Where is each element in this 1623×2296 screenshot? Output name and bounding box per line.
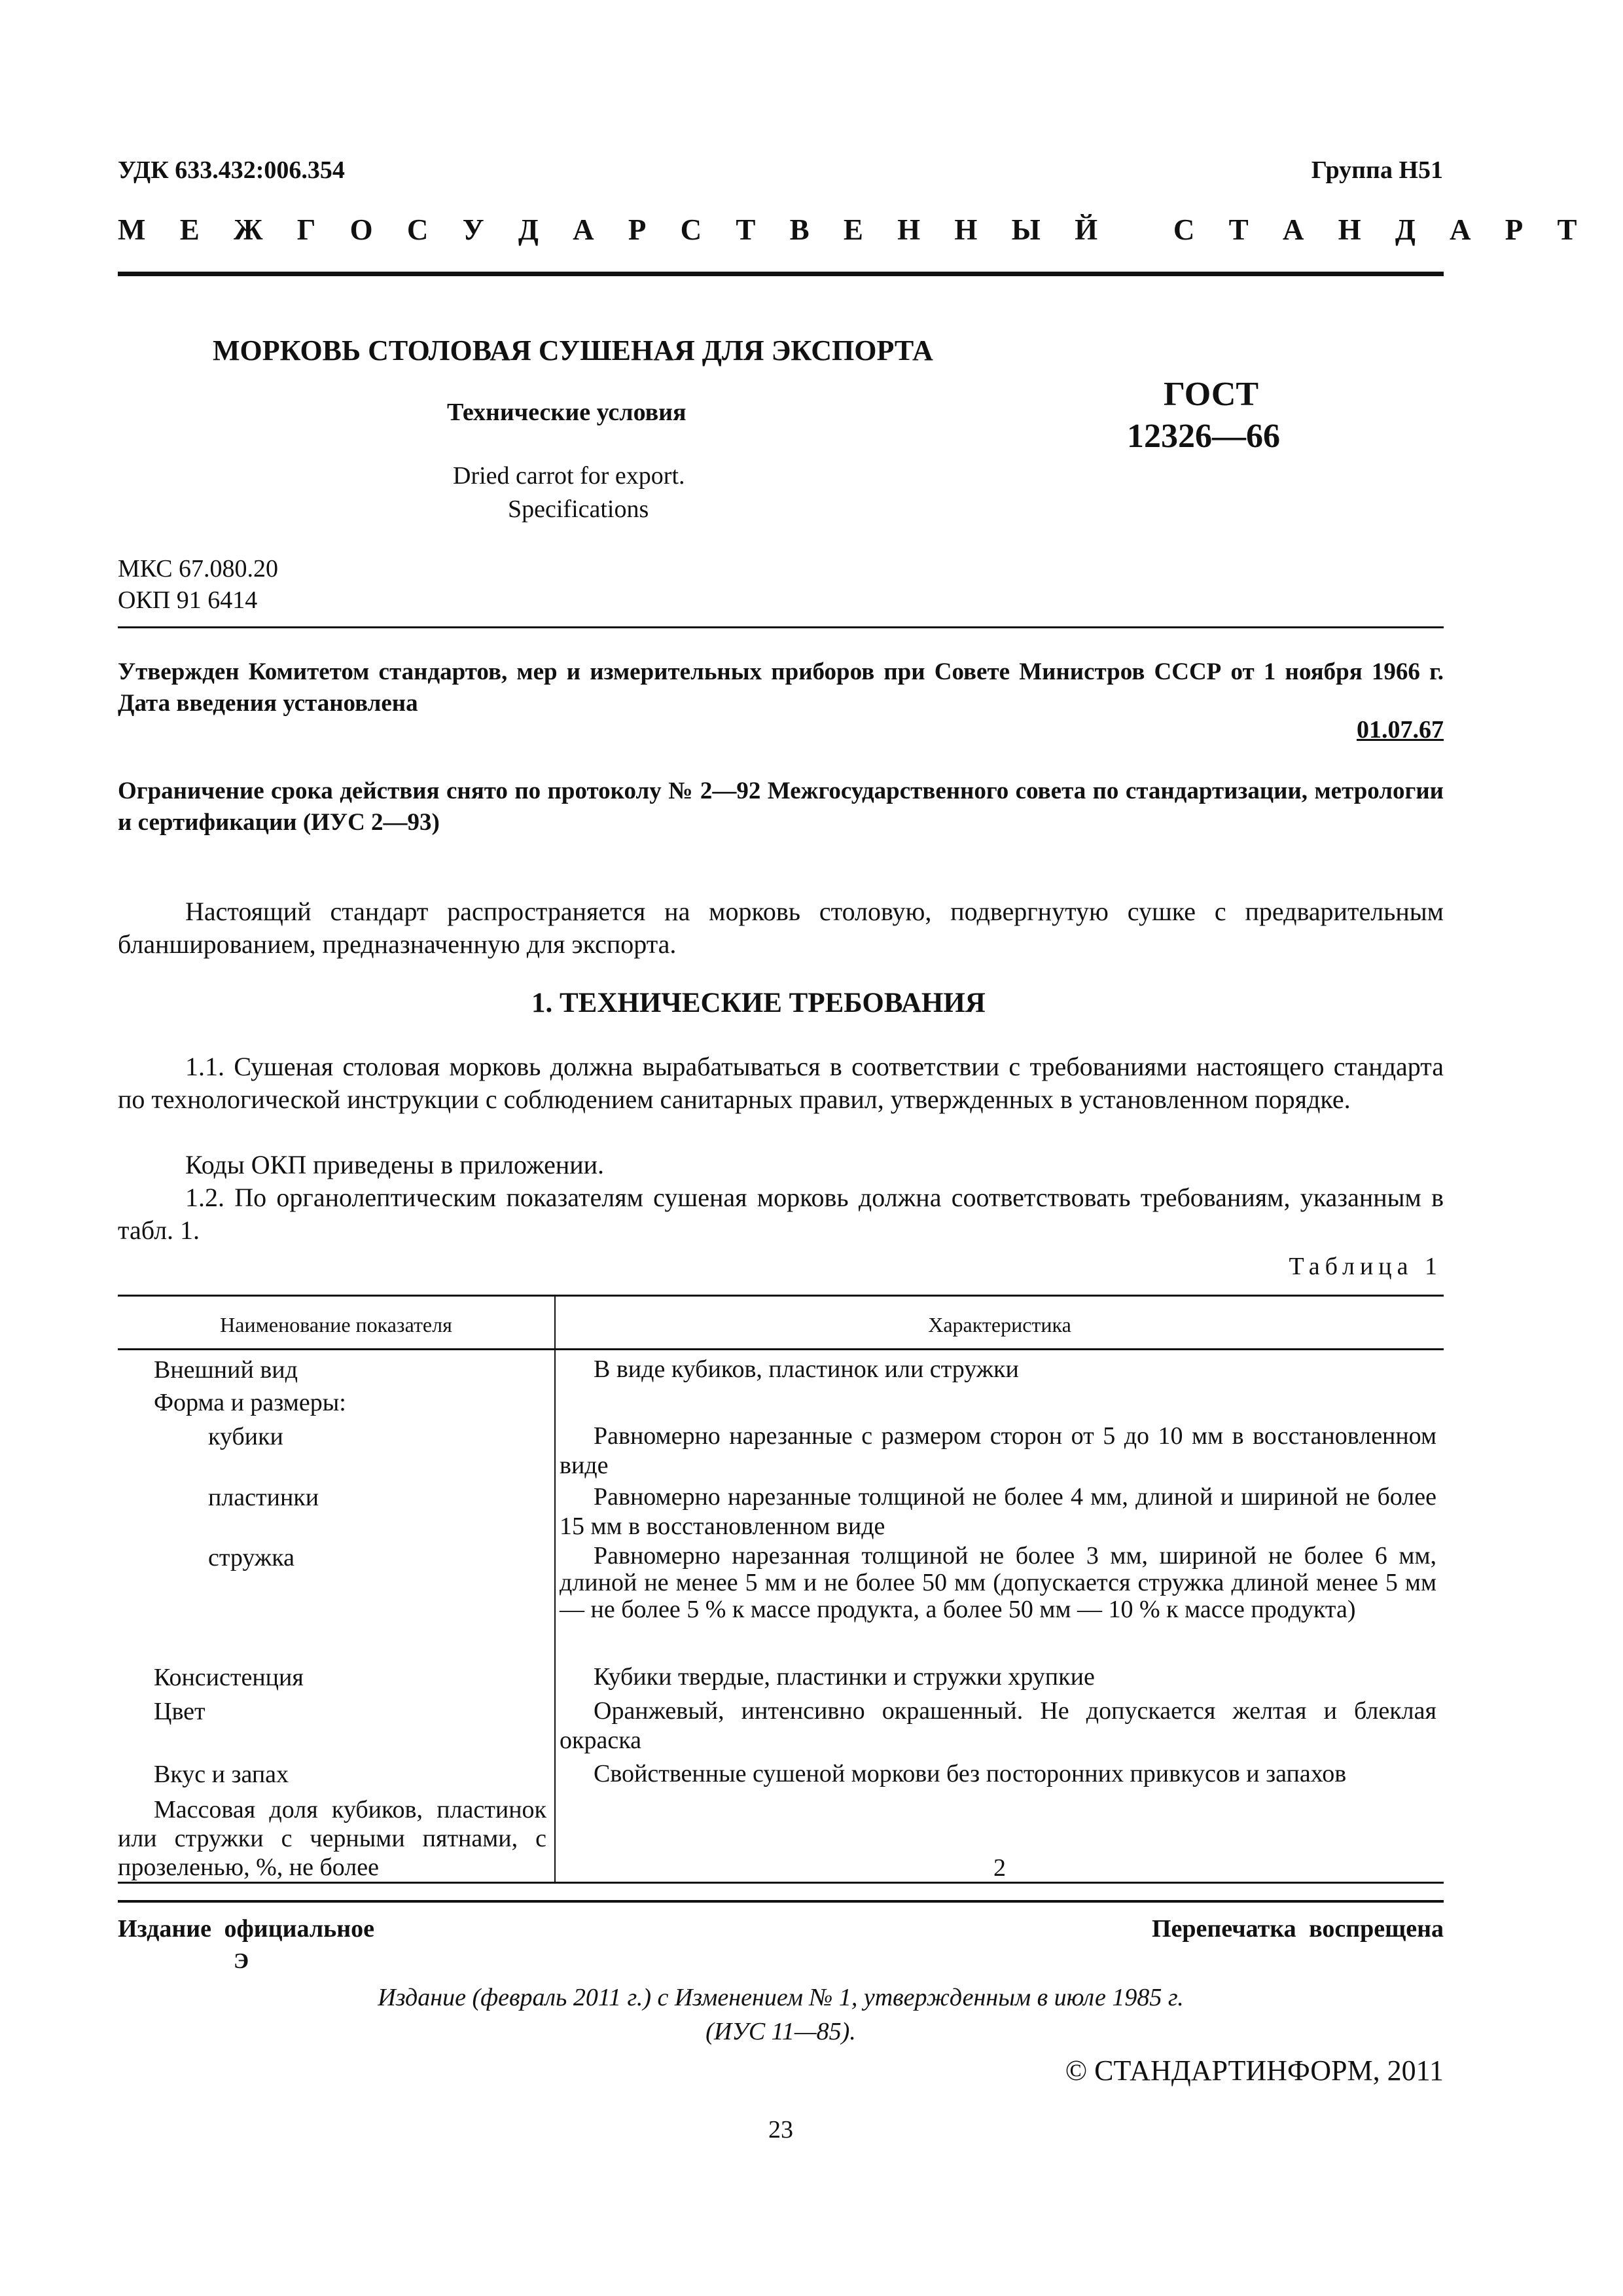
table-row-value: В виде кубиков, пластинок или стружки	[594, 1355, 1019, 1383]
footer-rule	[118, 1900, 1444, 1903]
section-1-heading: 1. ТЕХНИЧЕСКИЕ ТРЕБОВАНИЯ	[531, 988, 986, 1018]
english-title-line1: Dried carrot for export.	[453, 462, 685, 490]
page-number: 23	[768, 2116, 793, 2144]
table-row-value: Свойственные сушеной моркови без посторонних привкусов и запахов	[594, 1760, 1347, 1787]
table-column-divider	[554, 1295, 556, 1882]
table-header-name: Наименование показателя	[220, 1313, 452, 1336]
table-row-name: Вкус и запах	[154, 1761, 289, 1788]
table-top-rule	[118, 1295, 1444, 1297]
table-row-value: Равномерно нарезанные толщиной не более 4 мм, длиной и шириной не более 15 мм в восстановленном виде	[560, 1483, 1436, 1540]
edition-info-line2: (ИУС 11—85).	[705, 2018, 856, 2045]
table-row-name: Цвет	[154, 1698, 205, 1725]
document-subtitle: Технические условия	[447, 399, 687, 426]
gost-number: 12326—66	[1127, 418, 1280, 455]
table-row-name: пластинки	[208, 1484, 319, 1511]
paragraph-1-2: 1.2. По органолептическим показателям сушеная морковь должна соответствовать требованиям, указанным в табл. 1.	[118, 1183, 1444, 1245]
edition-mark: Э	[234, 1949, 249, 1973]
table-row-name: кубики	[208, 1423, 283, 1450]
limitation-text: Ограничение срока действия снято по протоколу № 2—92 Межгосударственного совета по стандартизации, метрологии и сертификации (ИУС 2—93)	[118, 778, 1444, 836]
table-row-value: Кубики твердые, пластинки и стружки хрупкие	[594, 1663, 1095, 1691]
table-row-value: Равномерно нарезанные с размером сторон от 5 до 10 мм в восстановленном виде	[560, 1422, 1436, 1479]
table-row-name: Форма и размеры:	[154, 1389, 346, 1416]
table-header-characteristic: Характеристика	[928, 1313, 1071, 1336]
header-rule	[118, 272, 1444, 276]
table-header-rule	[118, 1348, 1444, 1350]
table-bottom-rule	[118, 1882, 1444, 1884]
document-title: МОРКОВЬ СТОЛОВАЯ СУШЕНАЯ ДЛЯ ЭКСПОРТА	[213, 334, 933, 367]
english-title-line2: Specifications	[508, 495, 649, 523]
table-row-value: 2	[993, 1854, 1006, 1882]
official-edition-label: Издание официальное	[118, 1915, 375, 1943]
okp-code: ОКП 91 6414	[118, 586, 258, 614]
udk-code: УДК 633.432:006.354	[118, 156, 345, 184]
gost-label: ГОСТ	[1164, 376, 1259, 413]
table-caption: Таблица 1	[1289, 1253, 1442, 1280]
reprint-notice: Перепечатка воспрещена	[1151, 1915, 1444, 1943]
approval-text: Утвержден Комитетом стандартов, мер и измерительных приборов при Совете Министров СССР от 1 ноября 1966 г. Дата введения установлена	[118, 658, 1444, 717]
table-row-value: Оранжевый, интенсивно окрашенный. Не допускается желтая и блеклая окраска	[560, 1697, 1436, 1754]
intro-paragraph: Настоящий стандарт распространяется на морковь столовую, подвергнутую сушке с предварительным бланшированием, предназначенную для экспорта.	[118, 897, 1444, 959]
paragraph-okp: Коды ОКП приведены в приложении.	[185, 1150, 605, 1179]
table-row-name: Консистенция	[154, 1664, 304, 1691]
interstate-standard-banner: М Е Ж Г О С У Д А Р С Т В Е Н Н Ы Й С Т А Н Д А Р Т	[118, 213, 1591, 246]
paragraph-1-1: 1.1. Сушеная столовая морковь должна вырабатываться в соответствии с требованиями настоящего стандарта по технологической инструкции с соблюдением санитарных правил, утвержденных в установленном порядке.	[118, 1052, 1444, 1114]
group-code: Группа Н51	[1311, 156, 1443, 184]
copyright: © СТАНДАРТИНФОРМ, 2011	[1065, 2054, 1444, 2087]
table-row-name: Внешний вид	[154, 1356, 298, 1384]
table-row-name: стружка	[208, 1544, 294, 1571]
edition-info-line1: Издание (февраль 2011 г.) с Изменением № 1, утвержденным в июле 1985 г.	[378, 1984, 1184, 2011]
mks-code: МКС 67.080.20	[118, 555, 279, 583]
table-row-name: Массовая доля кубиков, пластинок или стружки с черными пятнами, с прозеленью, %, не более	[118, 1796, 546, 1881]
title-rule	[118, 626, 1444, 628]
approval-date: 01.07.67	[1357, 716, 1444, 744]
table-row-value: Равномерно нарезанная толщиной не более 3 мм, шириной не более 6 мм, длиной не менее 5 мм и не более 50 мм (допускается стружка длиной менее 5 мм — не более 5 % к массе продукта, а более 50 мм — 10 % к массе продукта)	[560, 1542, 1436, 1623]
